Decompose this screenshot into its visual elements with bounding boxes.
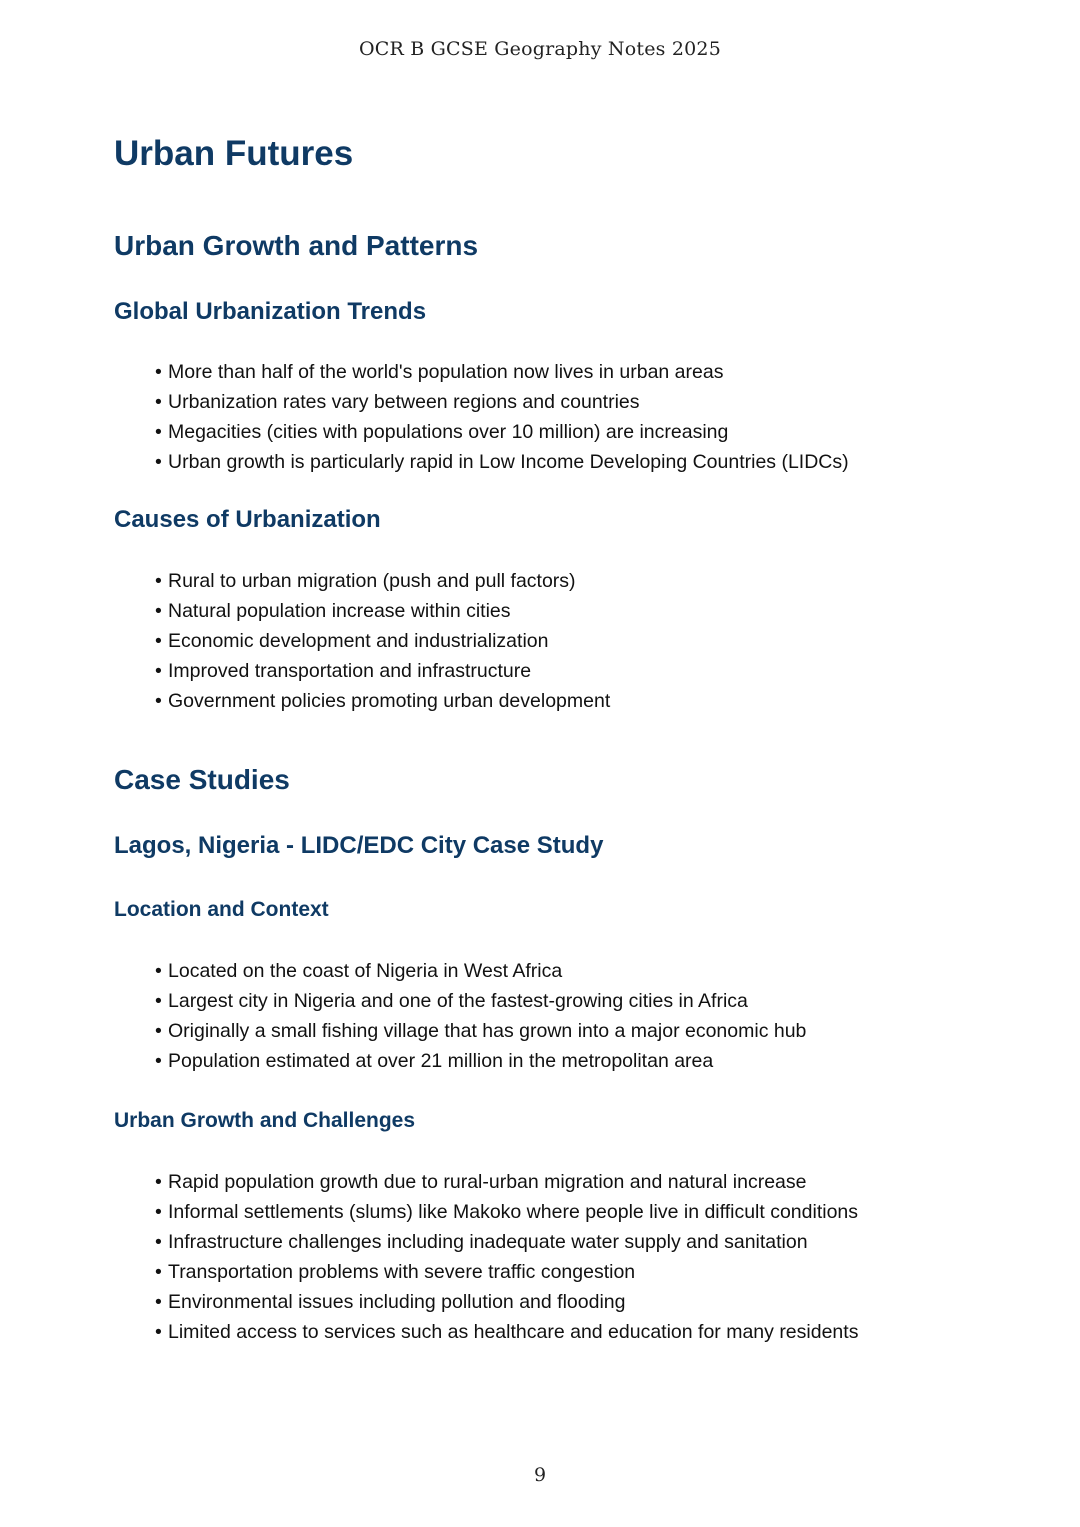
subsubheading-location: Location and Context bbox=[114, 898, 329, 921]
list-item: • Transportation problems with severe traffic congestion bbox=[155, 1257, 858, 1287]
subheading-lagos: Lagos, Nigeria - LIDC/EDC City Case Study bbox=[114, 832, 604, 859]
list-item: • Largest city in Nigeria and one of the fastest-growing cities in Africa bbox=[155, 986, 806, 1016]
list-item: • Originally a small fishing village that has grown into a major economic hub bbox=[155, 1016, 806, 1046]
running-header: OCR B GCSE Geography Notes 2025 bbox=[359, 38, 721, 60]
list-item: • More than half of the world's population now lives in urban areas bbox=[155, 357, 849, 387]
location-list bbox=[155, 956, 806, 1076]
list-item: • Located on the coast of Nigeria in West Africa bbox=[155, 956, 806, 986]
subheading-causes: Causes of Urbanization bbox=[114, 506, 381, 533]
list-item: • Megacities (cities with populations over 10 million) are increasing bbox=[155, 417, 849, 447]
list-item: • Urbanization rates vary between regions and countries bbox=[155, 387, 849, 417]
challenges-list bbox=[155, 1167, 858, 1347]
list-item: • Government policies promoting urban development bbox=[155, 686, 610, 716]
list-item: • Limited access to services such as healthcare and education for many residents bbox=[155, 1317, 858, 1347]
causes-list bbox=[155, 566, 610, 716]
list-item: • Natural population increase within cities bbox=[155, 596, 610, 626]
subsubheading-challenges: Urban Growth and Challenges bbox=[114, 1109, 416, 1132]
list-item: • Rural to urban migration (push and pull factors) bbox=[155, 566, 610, 596]
page-title: Urban Futures bbox=[114, 134, 354, 173]
global-trends-list bbox=[155, 357, 849, 477]
section-heading-case-studies: Case Studies bbox=[114, 764, 290, 795]
list-item: • Environmental issues including pollution and flooding bbox=[155, 1287, 858, 1317]
list-item: • Population estimated at over 21 million in the metropolitan area bbox=[155, 1046, 806, 1076]
list-item: • Informal settlements (slums) like Makoko where people live in difficult conditions bbox=[155, 1197, 858, 1227]
subheading-global-trends: Global Urbanization Trends bbox=[114, 298, 427, 325]
list-item: • Economic development and industrialization bbox=[155, 626, 610, 656]
list-item: • Rapid population growth due to rural-urban migration and natural increase bbox=[155, 1167, 858, 1197]
list-item: • Improved transportation and infrastructure bbox=[155, 656, 610, 686]
page-number: 9 bbox=[533, 1464, 547, 1486]
section-heading-urban-growth: Urban Growth and Patterns bbox=[114, 230, 479, 261]
list-item: • Infrastructure challenges including inadequate water supply and sanitation bbox=[155, 1227, 858, 1257]
list-item: • Urban growth is particularly rapid in Low Income Developing Countries (LIDCs) bbox=[155, 447, 849, 477]
